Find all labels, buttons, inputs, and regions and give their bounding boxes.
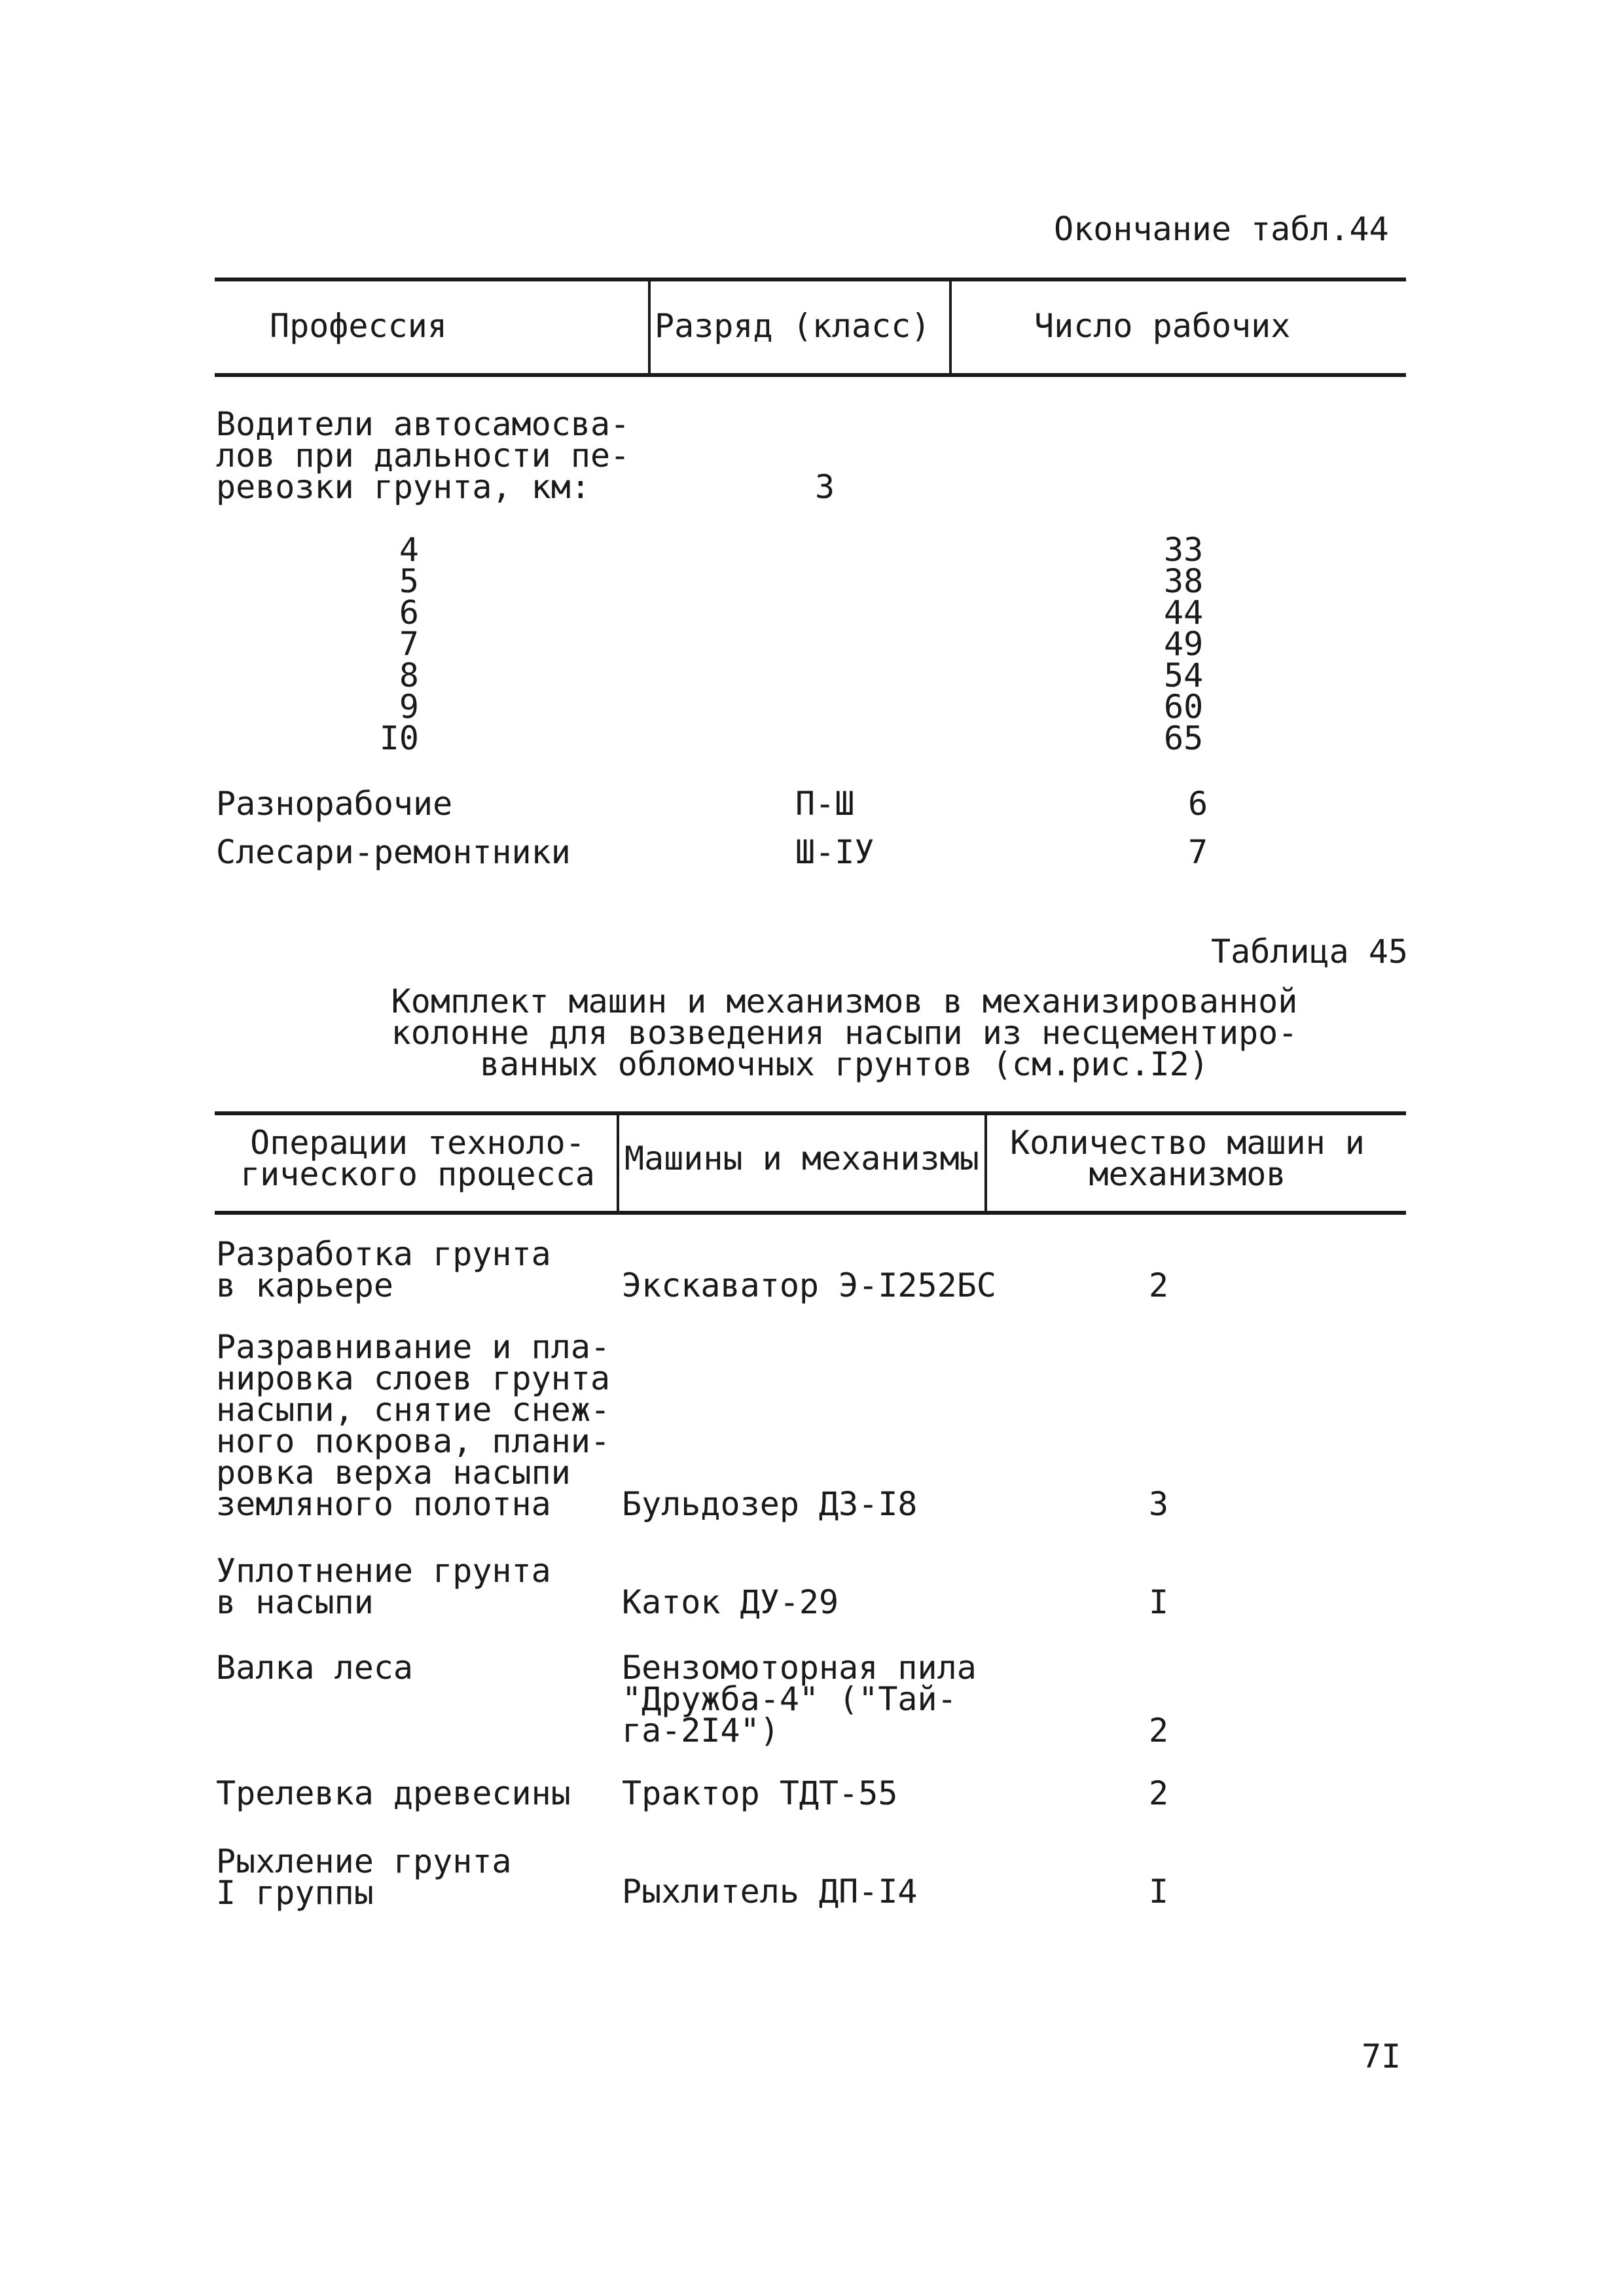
table44-row-profession: Слесари-ремонтники [216,833,571,871]
table45-row-machine: Трактор ТДТ-55 [622,1774,898,1812]
table44-header-rule [215,373,1406,377]
table45-header-operations: Операции техноло- гического процесса [240,1124,595,1193]
table44-row-grade: Ш-IУ [795,833,875,871]
table45-row-machine: Каток ДУ-29 [622,1583,839,1621]
table45-row-quantity: I [1149,1873,1169,1910]
table45-header-divider-2 [984,1115,987,1212]
table45-top-rule [215,1111,1406,1115]
distance-value: 4 [399,531,419,569]
table45-row-quantity: 2 [1149,1712,1169,1749]
table44-row-workers: 7 [1188,833,1208,871]
table45-header-divider-1 [617,1115,619,1212]
table44-header-profession: Профессия [270,307,447,345]
table45-row-operation: Трелевка древесины [216,1774,571,1812]
distance-value: 9 [399,688,419,726]
table44-row-profession: Разнорабочие [216,785,453,823]
table44-row-workers: 6 [1188,785,1208,823]
workers-value: 44 [1164,594,1204,632]
distance-value: I0 [379,719,419,757]
distance-value: 5 [399,562,419,600]
table44-workers-list [1164,531,1204,757]
workers-value: 65 [1164,719,1204,757]
table45-row-operation: Уплотнение грунта в насыпи [216,1552,551,1621]
table45-header-machines: Машины и механизмы [624,1139,979,1177]
table45-row-operation: Рыхление грунта I группы [216,1842,512,1912]
table45-row-machine: Экскаватор Э-I252БС [622,1266,996,1304]
table44-header-grade: Разряд (класс) [655,307,931,345]
table44-header-divider-2 [949,281,952,373]
table45-row-machine: Бензомоторная пила "Дружба-4" ("Тай- га-2I4") [622,1649,977,1749]
table45-row-quantity: I [1149,1583,1169,1621]
table44-header-workers: Число рабочих [1034,307,1291,345]
page-number: 7I [1362,2037,1401,2075]
table45-label: Таблица 45 [1211,933,1409,971]
table45-header-rule [215,1211,1406,1215]
workers-value: 49 [1164,625,1204,663]
table45-title: Комплект машин и механизмов в механизированной колонне для возведения насыпи из несцементиро- ванных обломочных грунтов (см.рис.I2) [391,982,1298,1083]
workers-value: 38 [1164,562,1204,600]
table44-header-divider-1 [648,281,651,373]
table45-header-quantity: Количество машин и механизмов [1010,1124,1365,1193]
table44-row-grade: П-Ш [795,785,855,823]
table45-row-machine: Рыхлитель ДП-I4 [622,1873,918,1910]
distance-value: 6 [399,594,419,632]
table44-drivers-label: Водители автосамосва- лов при дальности пе- ревозки грунта, км: [216,405,630,506]
table45-row-operation: Валка леса [216,1649,414,1687]
table44-drivers-grade: 3 [815,468,835,506]
table45-row-quantity: 2 [1149,1774,1169,1812]
workers-value: 33 [1164,531,1204,569]
table44-caption: Окончание табл.44 [1054,210,1389,248]
table44-top-rule [215,278,1406,281]
distance-value: 7 [399,625,419,663]
workers-value: 54 [1164,656,1204,694]
table45-row-operation: Разравнивание и пла- нировка слоев грунта насыпи, снятие снеж- ного покрова, плани- ровка верха насыпи земляного полотна [216,1328,611,1523]
workers-value: 60 [1164,688,1204,726]
distance-value: 8 [399,656,419,694]
table45-row-quantity: 3 [1149,1485,1169,1523]
table45-row-operation: Разработка грунта в карьере [216,1235,551,1304]
table45-row-quantity: 2 [1149,1266,1169,1304]
table44-distance-list [367,531,419,757]
table45-row-machine: Бульдозер ДЗ-I8 [622,1485,918,1523]
